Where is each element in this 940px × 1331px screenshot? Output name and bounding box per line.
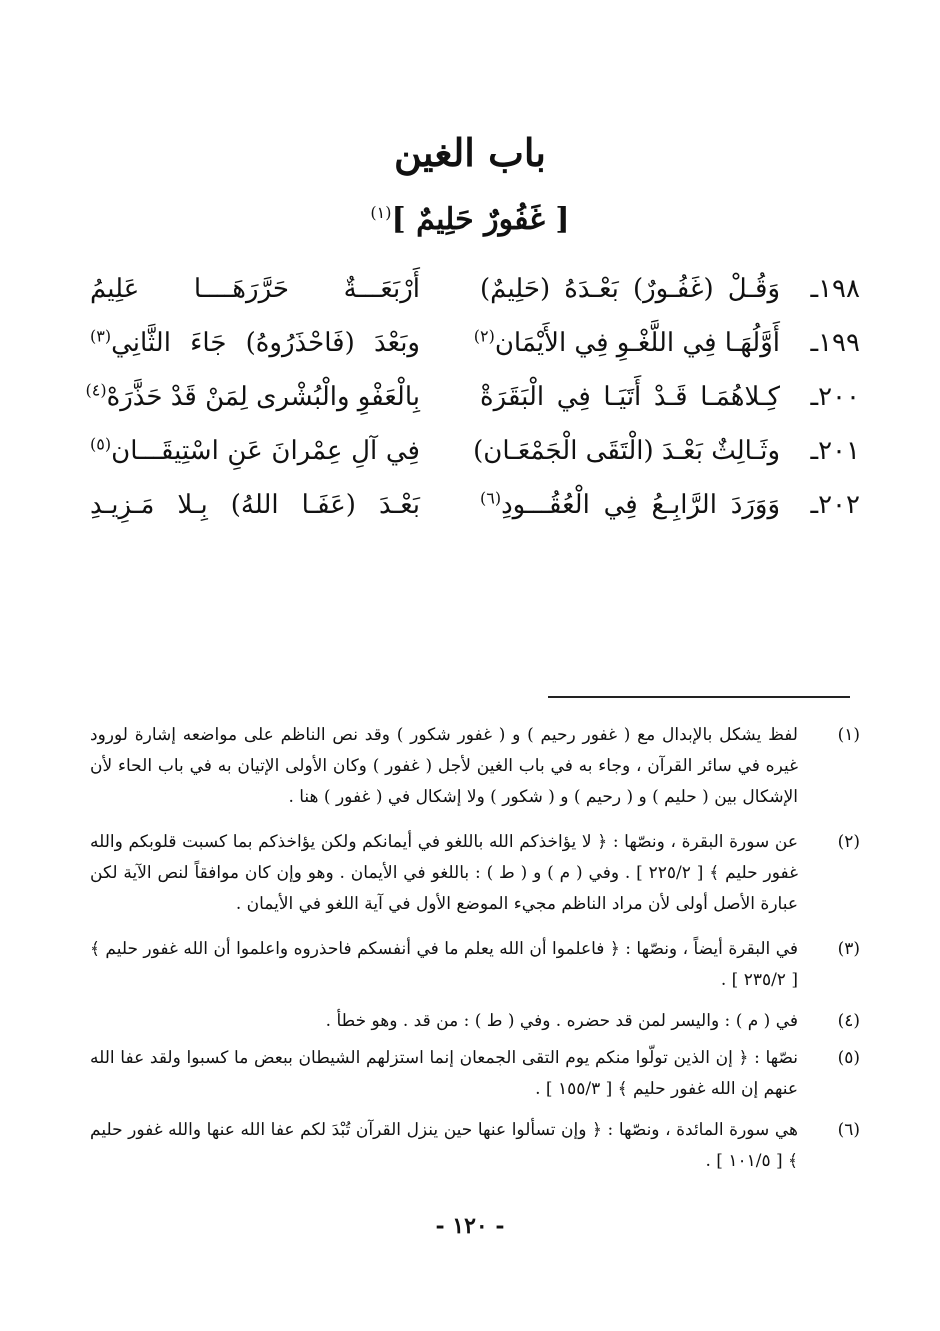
verse-first-hemistich: وثَـالِثٌ بَعْـدَ (الْتَقَى الْجَمْعَـان) — [473, 436, 780, 466]
footnote — [90, 1006, 860, 1037]
verse-number: ٢٠٢ـ — [810, 490, 860, 520]
verse-second-hemistich: وبَعْدَ (فَاحْذَرُوهُ) جَاءَ الثَّانِي$^{(٣)}$ — [90, 326, 420, 358]
footnote-number: (١) — [837, 725, 860, 745]
verse-line — [90, 316, 860, 370]
footnote-text: في ( م ) : واليسر لمن قد حضره . وفي ( ط ) : من قد . وهو خطأ . — [325, 1011, 798, 1031]
footnote-text: عن سورة البقرة ، ونصّها : ﴿ لا يؤاخذكم الله باللغو في أيمانكم ولكن يؤاخذكم بما كسبت قلوبكم والله غفور حليم ﴾ [ ٢٢٥/٢ ] . وفي ( م ) و ( ط ) : باللغو في الأيمان . وهو وإن كان موافقاً لنص الآية لكن عبارة الأصل أولى لأن مراد الناظم مجيء الموضع الأول في آية اللغو في الأيمان . — [90, 832, 798, 914]
verse-first-hemistich: أَوَّلُهَـا فِي اللَّغْـوِ فِي الأَيْمَان$^{(٢)}$ — [473, 326, 780, 358]
footnote-ref: (٦) — [480, 488, 502, 508]
verse-line — [90, 262, 860, 316]
footnote — [90, 1115, 860, 1177]
footnote-number: (٥) — [837, 1048, 860, 1068]
verse-second-hemistich: بِالْعَفْوِ والْبُشْرى لِمَنْ قَدْ حَذَّرَهْ$^{(٤)}$ — [85, 380, 420, 412]
verse-first-hemistich: وَوَرَدَ الرَّابِـعُ فِي الْعُقُـــودِ$^{(٦)}$ — [480, 488, 780, 520]
footnote-number: (٢) — [837, 832, 860, 852]
footnote — [90, 720, 860, 813]
footnote-ref: (٢) — [473, 326, 495, 346]
footnote-divider — [548, 696, 850, 698]
verse-line — [85, 370, 860, 424]
footnote-ref: (٣) — [90, 326, 112, 346]
footnote-number: (٣) — [837, 939, 860, 959]
verse-first-hemistich: وَقُـلْ (غَفُـورٌ) بَعْـدَهُ (حَلِيمٌ) — [480, 274, 780, 304]
footnote — [90, 1043, 860, 1105]
verse-second-hemistich: أَرْبَعَـــةٌ حَرَّرَهَــــا عَلِيمُ — [90, 274, 420, 304]
footnote-ref: (٤) — [85, 380, 107, 400]
footnote-number: (٦) — [837, 1120, 860, 1140]
subheading — [0, 198, 940, 242]
footnote-text: لفظ يشكل بالإبدال مع ( غفور رحيم ) و ( غفور شكور ) وقد نص الناظم على مواضعه إشارة لورود غيره في سائر القرآن ، وجاء به في باب الغين لأجل ( غفور ) وكان الأولى الإتيان به في باب الحاء لأن الإشكال بين ( حليم ) و ( رحيم ) و ( شكور ) ولا إشكال في ( غفور ) هنا . — [90, 725, 798, 807]
footnote — [90, 827, 860, 920]
verse-number: ١٩٩ـ — [810, 328, 860, 358]
chapter-title: باب الغين — [393, 130, 547, 175]
subheading-text: [ غَفُورٌ حَلِيمٌ ] — [391, 202, 570, 237]
page-number: - ١٢٠ - — [435, 1213, 505, 1239]
footnote — [90, 934, 860, 996]
footnote-text: نصّها : ﴿ إن الذين تولّوا منكم يوم التقى الجمعان إنما استزلهم الشيطان ببعض ما كسبوا ولقد عفا الله عنهم إن الله غفور حليم ﴾ [ ١٥٥/٣ ] . — [90, 1048, 798, 1099]
verse-number: ٢٠٠ـ — [810, 382, 860, 412]
verse-line — [90, 424, 860, 478]
verse-number: ١٩٨ـ — [810, 274, 860, 304]
footnote-text: في البقرة أيضاً ، ونصّها : ﴿ فاعلموا أن الله يعلم ما في أنفسكم فاحذروه واعلموا أن الله غفور حليم ﴾ [ ٢٣٥/٢ ] . — [90, 939, 798, 990]
footnote-text: هي سورة المائدة ، ونصّها : ﴿ وإن تسألوا عنها حين ينزل القرآن تُبْدَ لكم عفا الله عنها والله غفور حليم ﴾ [ ١٠١/٥ ] . — [90, 1120, 798, 1171]
verse-second-hemistich: بَعْـدَ (عَفَـا اللهُ) بِـلا مَـزِيـدِ — [90, 490, 420, 520]
footnote-number: (٤) — [837, 1011, 860, 1031]
footnote-ref: (٥) — [90, 434, 112, 454]
footnote-ref: (١) — [370, 203, 392, 222]
verse-second-hemistich: فِي آلِ عِمْرانَ عَنِ اسْتِيقَـــان$^{(٥)}$ — [90, 434, 420, 466]
verse-number: ٢٠١ـ — [810, 436, 860, 466]
verse-first-hemistich: كِـلاهُمَـا قَـدْ أَتَيَـا فِي الْبَقَرَةْ — [480, 382, 780, 412]
verse-line — [90, 478, 860, 532]
